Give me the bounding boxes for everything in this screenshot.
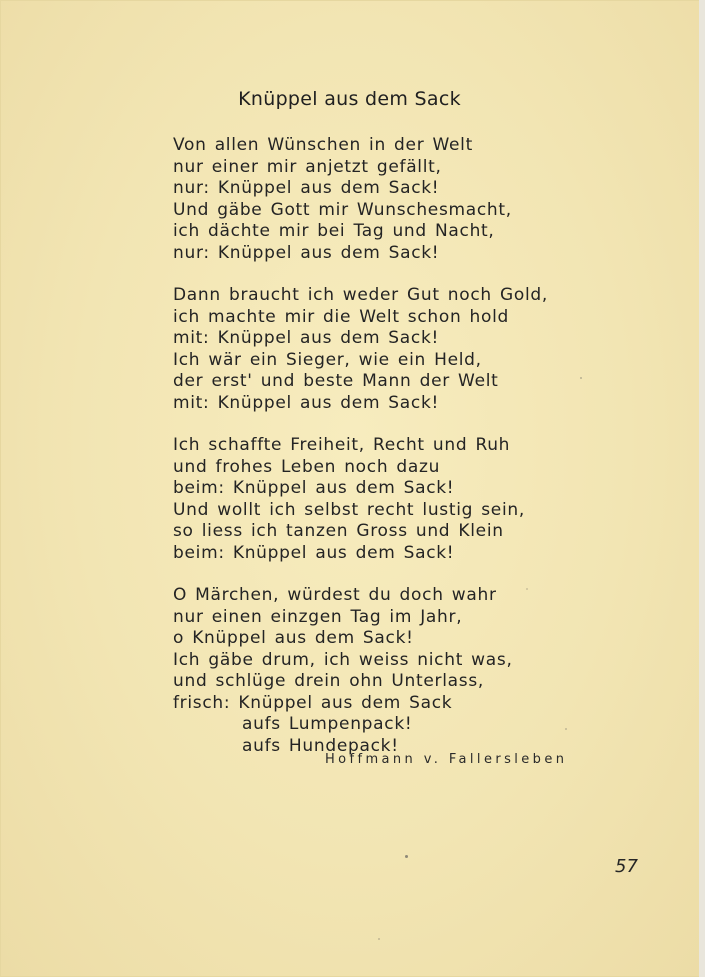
stanza-2 (173, 285, 633, 414)
poem-line: Ich gäbe drum, ich weiss nicht was, (173, 649, 513, 670)
poem-line: nur: Knüppel aus dem Sack! (173, 178, 440, 198)
poem-line: Von allen Wünschen in der Welt (173, 135, 473, 155)
poem-line: Und gäbe Gott mir Wunschesmacht, (173, 199, 512, 220)
poem-line: aufs Hundepack! (242, 735, 399, 756)
poem-line: so liess ich tanzen Gross und Klein (173, 521, 504, 541)
poem-line: frisch: Knüppel aus dem Sack (173, 692, 453, 713)
poem-line: nur einen einzgen Tag im Jahr, (173, 606, 463, 627)
poem-line: der erst' und beste Mann der Welt (173, 371, 499, 391)
poem-line: O Märchen, würdest du doch wahr (173, 585, 497, 605)
poem-line: o Knüppel aus dem Sack! (173, 628, 414, 648)
poem-line: Dann braucht ich weder Gut noch Gold, (173, 285, 548, 305)
poem-line: nur: Knüppel aus dem Sack! (173, 242, 440, 263)
poem-line: beim: Knüppel aus dem Sack! (173, 542, 455, 563)
poem-line: Und wollt ich selbst recht lustig sein, (173, 499, 525, 520)
stanza-4 (173, 585, 633, 757)
stanza-3 (173, 435, 633, 564)
paper-speck (580, 377, 582, 379)
paper-speck (405, 855, 408, 858)
stanza-1 (173, 135, 633, 264)
poem-line: aufs Lumpenpack! (242, 714, 413, 734)
paper-speck (378, 938, 380, 940)
poem-line: mit: Knüppel aus dem Sack! (173, 328, 440, 348)
paper-speck (526, 588, 528, 590)
poem-line: ich dächte mir bei Tag und Nacht, (173, 221, 495, 241)
paper-speck (565, 728, 567, 730)
poem-line: beim: Knüppel aus dem Sack! (173, 478, 455, 498)
poem-line: mit: Knüppel aus dem Sack! (173, 392, 440, 413)
poem-title: Knüppel aus dem Sack (238, 88, 461, 110)
poem-line: Ich wär ein Sieger, wie ein Held, (173, 349, 482, 370)
poem-line: Ich schaffte Freiheit, Recht und Ruh (173, 435, 511, 455)
author-attribution: Hoffmann v. Fallersleben (325, 752, 568, 767)
poem-body (173, 135, 633, 778)
poem-line: und schlüge drein ohn Unterlass, (173, 671, 484, 691)
page-edge (699, 0, 705, 977)
poem-line: und frohes Leben noch dazu (173, 456, 441, 477)
poem-line: ich machte mir die Welt schon hold (173, 306, 510, 327)
page-number: 57 (615, 856, 638, 877)
poem-line: nur einer mir anjetzt gefällt, (173, 156, 442, 177)
